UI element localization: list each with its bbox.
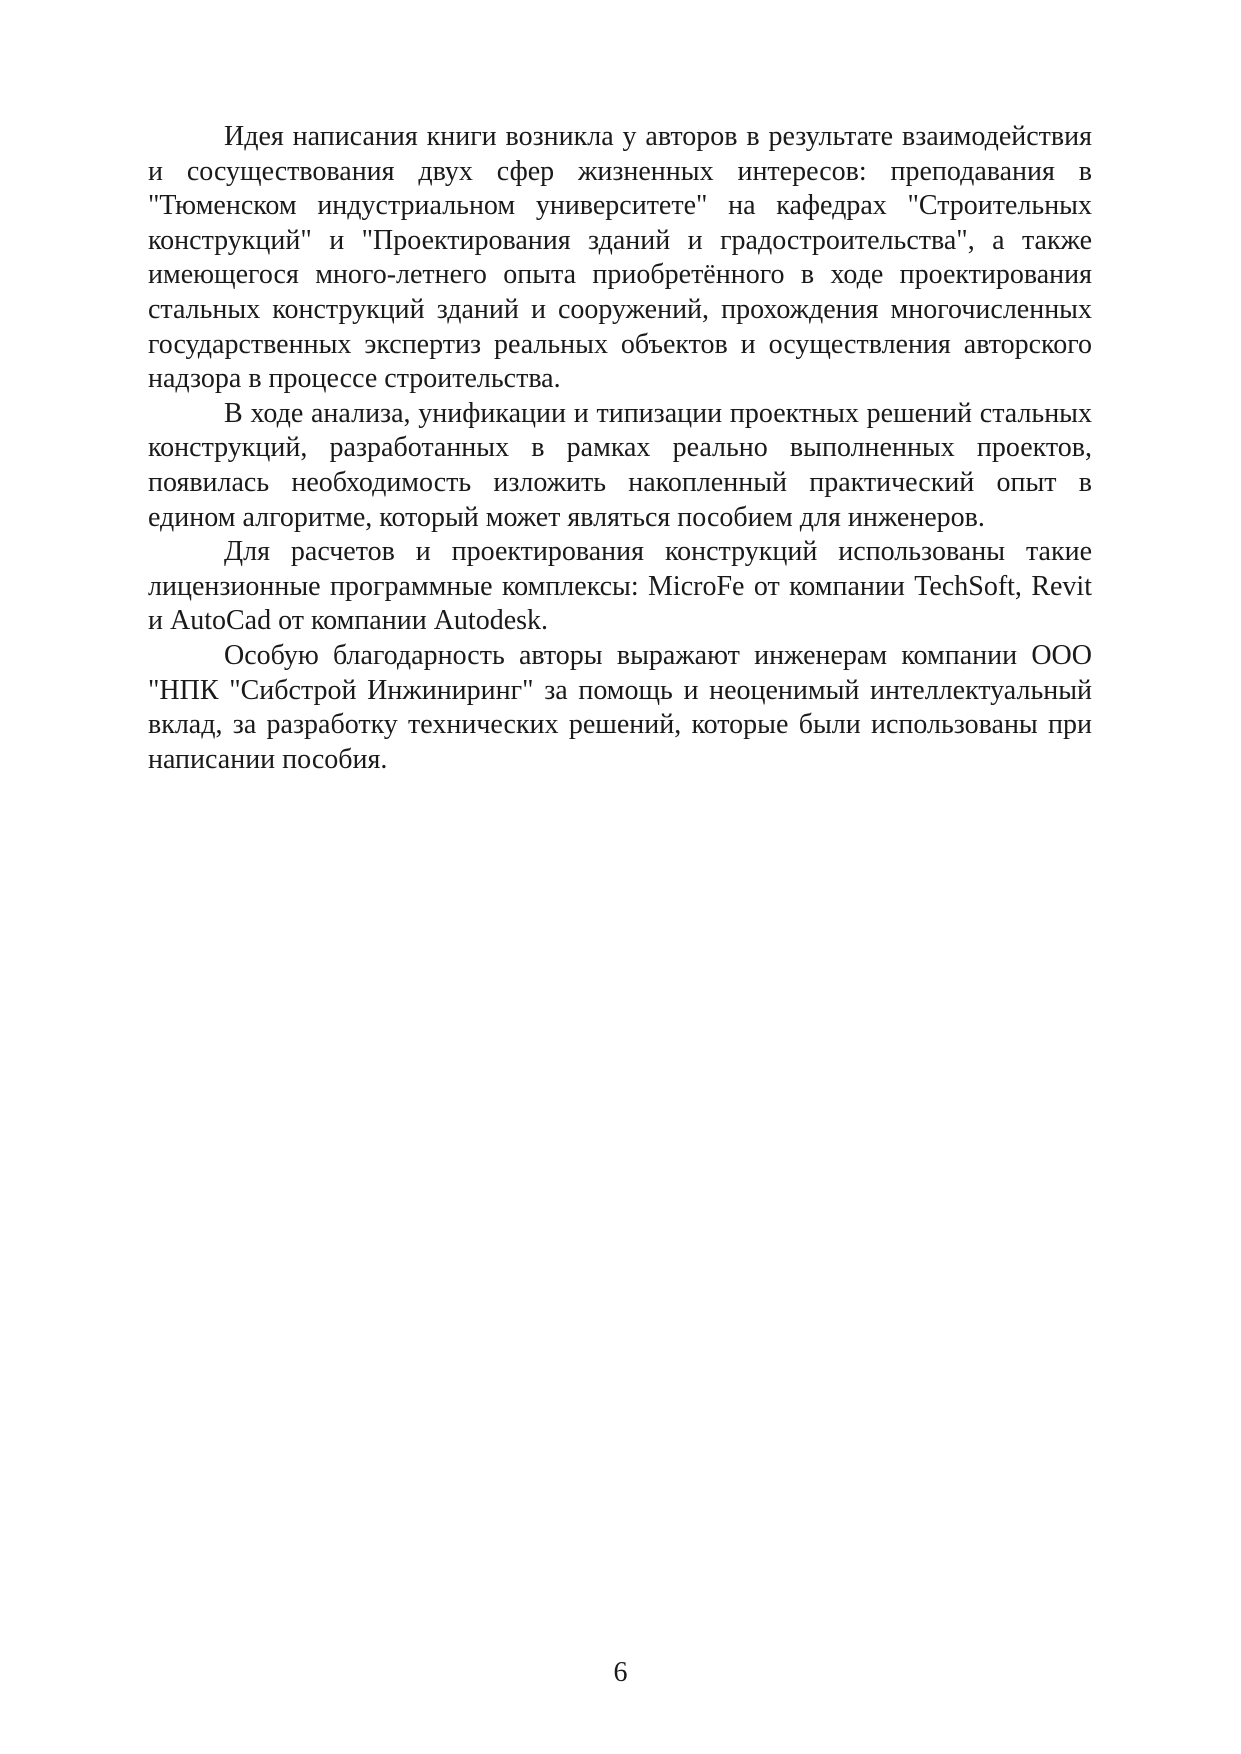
body-text (148, 120, 1092, 777)
page-number: 6 (613, 1657, 628, 1688)
paragraph-analysis: В ходе анализа, унификации и типизации проектных решений стальных конструкций, разработанных в рамках реально выполненных проектов, появилась необходимость изложить накопленный практический опыт в едином алгоритме, который может являться пособием для инженеров. (148, 397, 1092, 533)
paragraph-software: Для расчетов и проектирования конструкций использованы такие лицензионные программные комплексы: MicroFe от компании TechSoft, Revit и AutoCad от компании Autodesk. (148, 536, 1092, 637)
paragraph-acknowledgement: Особую благодарность авторы выражают инженерам компании ООО "НПК "Сибстрой Инжиниринг" за помощь и неоценимый интеллектуальный вклад, за разработку технических решений, которые были использованы при написании пособия. (148, 639, 1092, 775)
paragraph-intro: Идея написания книги возникла у авторов в результате взаимодействия и сосуществования двух сфер жизненных интересов: преподавания в "Тюменском индустриальном университете" на кафедрах "Строительных конструкций" и "Проектирования зданий и градостроительства", а также имеющегося много-летнего опыта приобретённого в ходе проектирования стальных конструкций зданий и сооружений, прохождения многочисленных государственных экспертиз реальных объектов и осуществления авторского надзора в процессе строительства. (148, 121, 1092, 395)
